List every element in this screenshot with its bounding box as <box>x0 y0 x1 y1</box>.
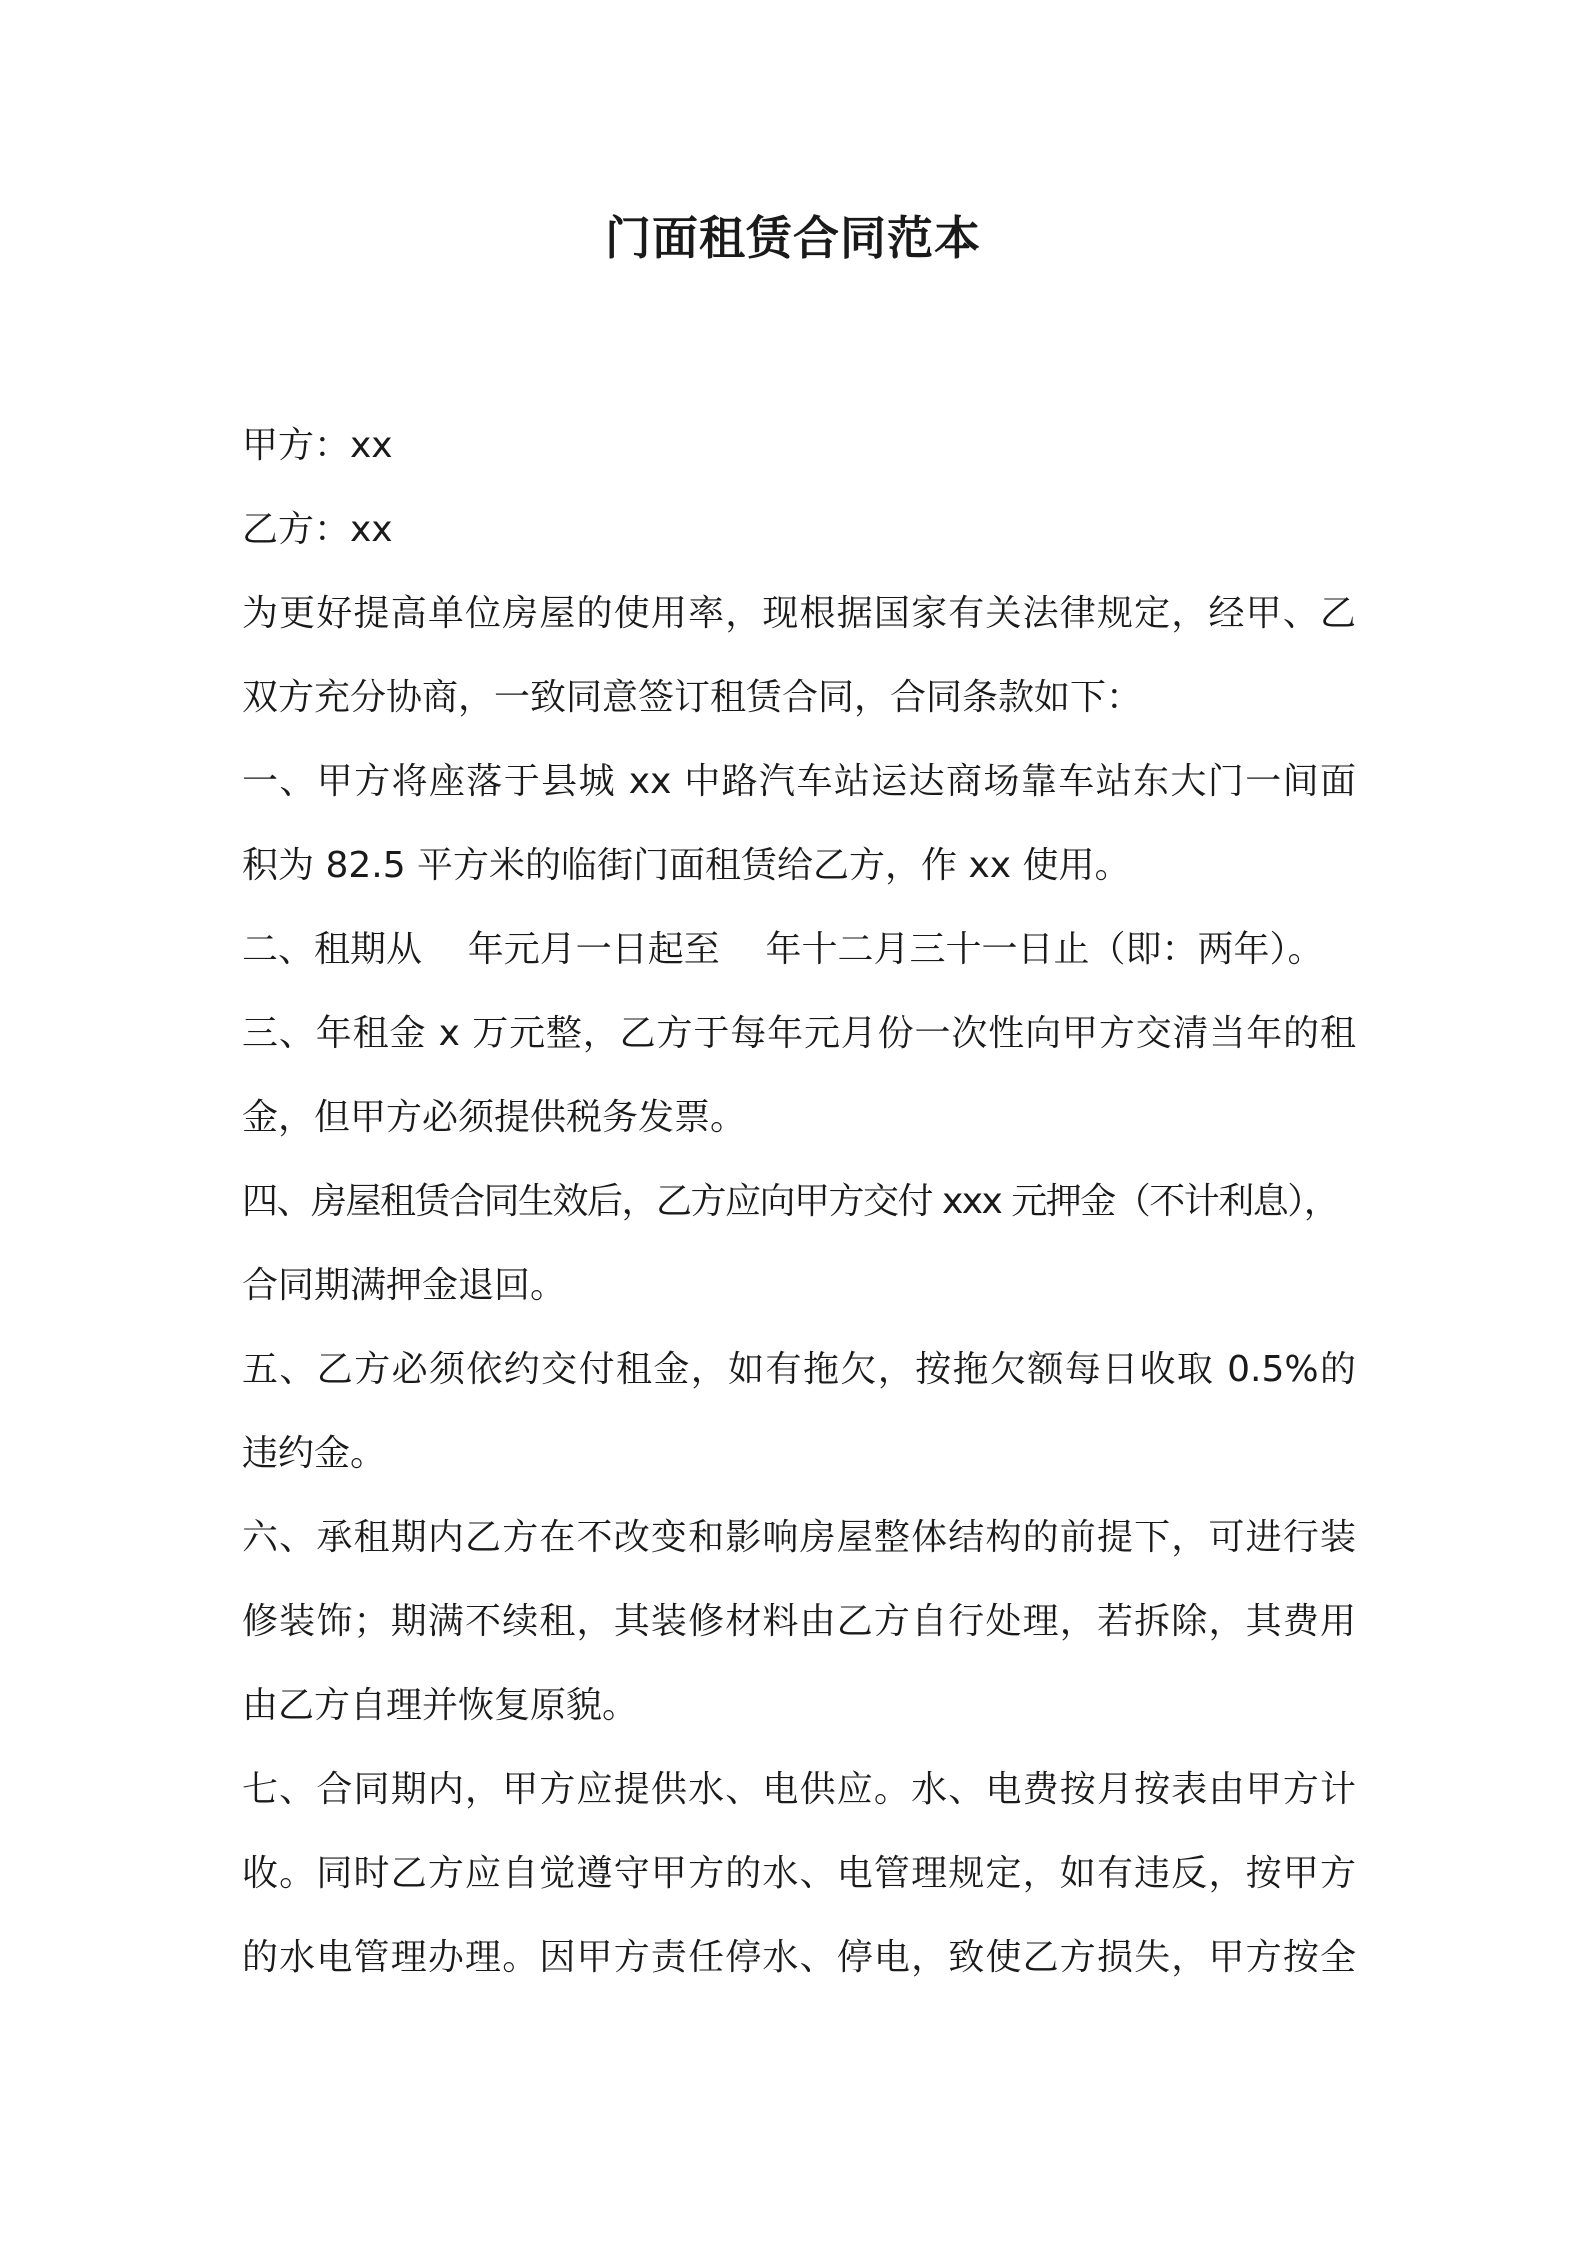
document-body <box>242 404 1356 2000</box>
clause-3-line-2: 金，但甲方必须提供税务发票。 <box>242 1097 747 1138</box>
clause-7-line-3: 的水电管理办理。因甲方责任停水、停电，致使乙方损失，甲方按全 <box>242 1937 1356 1978</box>
clause-5-line-1: 五、乙方必须依约交付租金，如有拖欠，按拖欠额每日收取 0.5%的 <box>242 1349 1356 1390</box>
clause-4-line-1: 四、房屋租赁合同生效后，乙方应向甲方交付 xxx 元押金（不计利息）， <box>242 1181 1339 1222</box>
party-a-line: 甲方：xx <box>242 425 393 466</box>
clause-1-line-1: 一、甲方将座落于县城 xx 中路汽车站运达商场靠车站东大门一间面 <box>242 761 1356 802</box>
clause-7-line-1: 七、合同期内，甲方应提供水、电供应。水、电费按月按表由甲方计 <box>242 1769 1356 1810</box>
clause-5-line-2: 违约金。 <box>242 1433 387 1474</box>
clause-6-line-2: 修装饰；期满不续租，其装修材料由乙方自行处理，若拆除，其费用 <box>242 1601 1356 1642</box>
clause-7-line-2: 收。同时乙方应自觉遵守甲方的水、电管理规定，如有违反，按甲方 <box>242 1853 1356 1894</box>
preamble-line-2: 双方充分协商，一致同意签订租赁合同，合同条款如下： <box>242 677 1143 718</box>
preamble-line-1: 为更好提高单位房屋的使用率，现根据国家有关法律规定，经甲、乙 <box>242 593 1356 634</box>
party-b-line: 乙方：xx <box>242 509 393 550</box>
clause-1-line-2: 积为 82.5 平方米的临街门面租赁给乙方，作 xx 使用。 <box>242 845 1131 886</box>
clause-6-line-3: 由乙方自理并恢复原貌。 <box>242 1685 639 1726</box>
clause-2-line-1: 二、租期从 年元月一日起至 年十二月三十一日止（即：两年）。 <box>242 929 1324 970</box>
clause-6-line-1: 六、承租期内乙方在不改变和影响房屋整体结构的前提下，可进行装 <box>242 1517 1356 1558</box>
clause-4-line-2: 合同期满押金退回。 <box>242 1265 567 1306</box>
clause-3-line-1: 三、年租金 x 万元整，乙方于每年元月份一次性向甲方交清当年的租 <box>242 1013 1356 1054</box>
document-title: 门面租赁合同范本 <box>605 211 981 265</box>
